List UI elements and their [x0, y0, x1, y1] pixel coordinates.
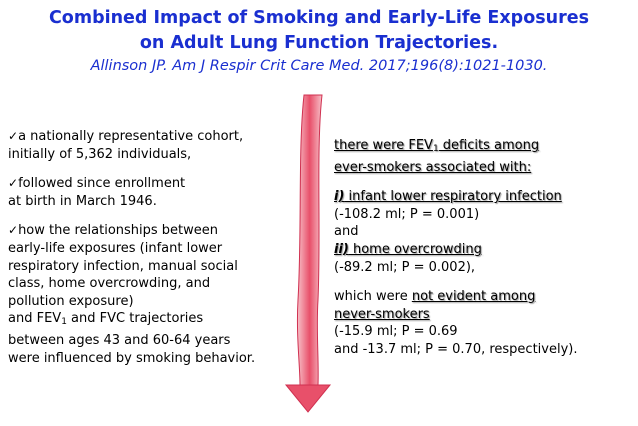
heading-line-1a: there were FEV [334, 138, 433, 153]
checkmark-icon: ✓ [8, 129, 19, 143]
bullet-3-line-4: class, home overcrowding, and [8, 276, 211, 292]
note-line-3: (-15.9 ml; P = 0.69 [334, 324, 458, 340]
finding-ii-label: ii) [334, 241, 349, 257]
bullet-3-line-2: early-life exposures (infant lower [8, 240, 223, 256]
bullet-3-line-6a: and FEV [8, 311, 62, 327]
title-line-2: on Adult Lung Function Trajectories. [139, 33, 499, 53]
fev-subscript: 1 [432, 144, 439, 154]
finding-ii-text: home overcrowding [348, 241, 482, 257]
checkmark-icon: ✓ [8, 223, 19, 238]
bullet-cohort [8, 128, 298, 163]
arrow-head [286, 385, 330, 412]
findings-list [334, 188, 634, 276]
bullet-3-line-3: respiratory infection, manual social [8, 258, 238, 274]
finding-ii [334, 242, 482, 257]
bullet-1-line-1: a nationally representative cohort, [18, 129, 244, 144]
right-column [334, 137, 634, 371]
finding-ii-stats: (-89.2 ml; P = 0.002), [334, 259, 476, 275]
heading-line-1b: deficits among [438, 138, 540, 153]
finding-i [334, 189, 562, 204]
heading-line-2: ever-smokers associated with: [334, 159, 532, 175]
checkmark-icon: ✓ [8, 176, 19, 191]
bullet-3-line-7: between ages 43 and 60-64 years [8, 332, 231, 348]
note-line-1b: not evident among [411, 289, 536, 305]
bullet-3-line-6b: and FVC trajectories [66, 311, 204, 327]
bullet-2-line-1: followed since enrollment [18, 176, 186, 192]
never-smokers-note [334, 288, 634, 358]
bullet-followed [8, 175, 298, 210]
bullet-2-line-2: at birth in March 1946. [8, 193, 157, 209]
note-line-4: and -13.7 ml; P = 0.70, respectively). [334, 341, 578, 357]
finding-i-stats: (-108.2 ml; P = 0.001) [334, 206, 480, 222]
title-line-1: Combined Impact of Smoking and Early-Life Exposures [48, 8, 590, 28]
bullet-3-line-5: pollution exposure) [8, 293, 134, 309]
bullet-3-line-1: how the relationships between [18, 223, 219, 239]
note-line-2: never-smokers [334, 306, 430, 322]
finding-i-text: infant lower respiratory infection [344, 189, 562, 205]
note-line-1a: which were [334, 289, 412, 305]
bullet-relationships [8, 222, 298, 367]
bullet-1-line-2: initially of 5,362 individuals, [8, 146, 192, 162]
left-column [8, 128, 298, 379]
and-text: and [334, 224, 359, 240]
fev-subscript: 1 [61, 317, 67, 328]
citation: Allinson JP. Am J Respir Crit Care Med. 2017;196(8):1021-1030. [90, 58, 548, 74]
finding-i-label: i) [334, 189, 345, 205]
arrow-shaft [297, 95, 322, 385]
bullet-3-line-8: were influenced by smoking behavior. [8, 350, 256, 366]
heading-line-1 [334, 138, 539, 153]
findings-heading [334, 137, 634, 176]
